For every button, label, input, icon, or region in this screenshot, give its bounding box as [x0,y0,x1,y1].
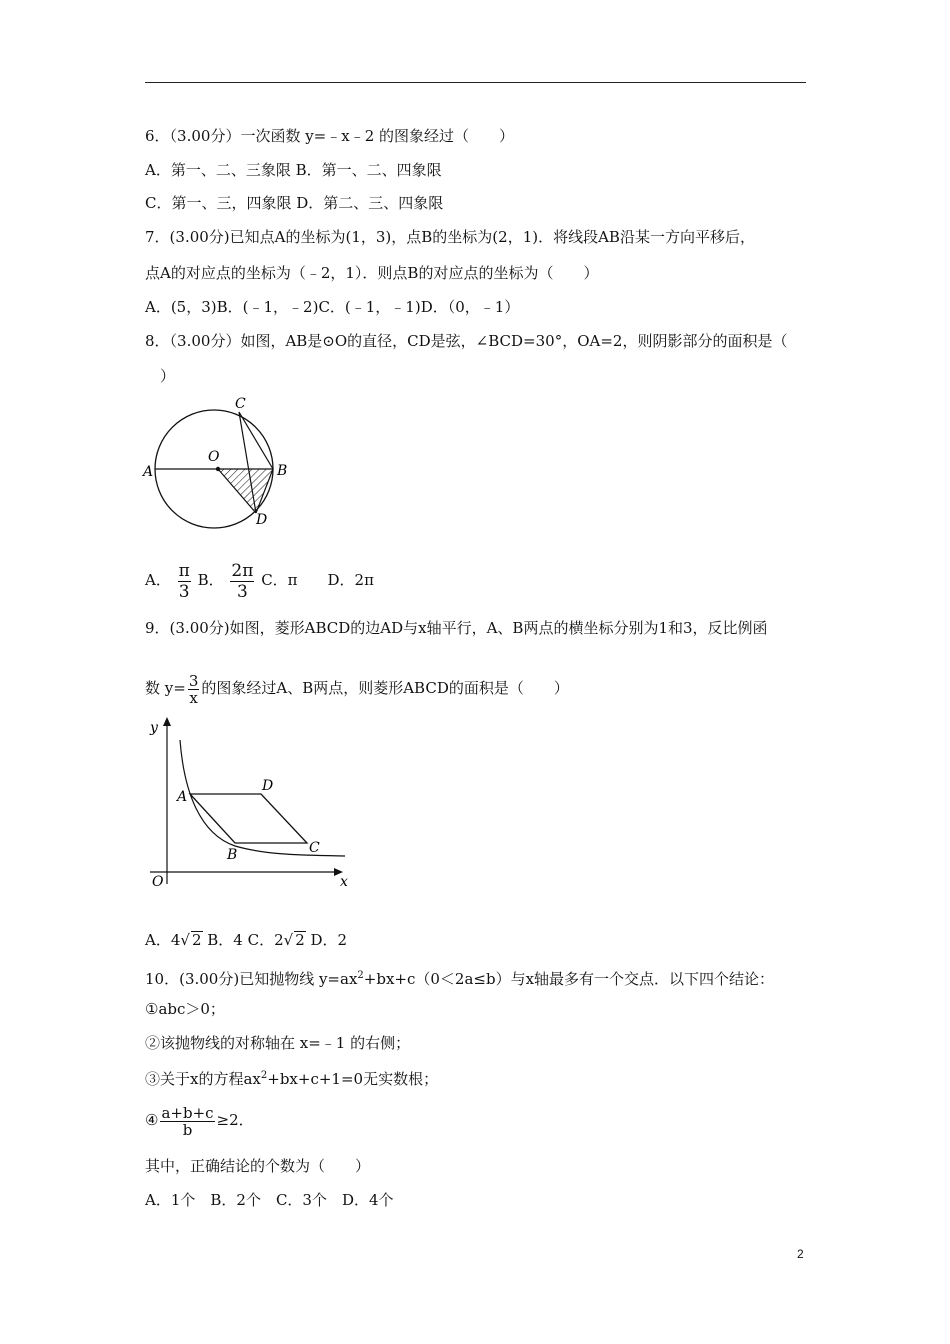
page-number: 2 [797,1247,804,1261]
label-c: C [309,840,320,856]
q10-ask: 其中，正确结论的个数为（ ） [145,1157,371,1175]
q9-num: 3 [188,671,199,690]
q9-opt-a-pre: A．4 [145,931,181,949]
q10-conclusion-2: ②该抛物线的对称轴在 x=﹣1 的右侧； [145,1034,411,1052]
label-d: D [262,778,274,794]
q9-function-fraction [188,673,200,706]
hyperbola-curve [180,740,345,856]
label-b: B [227,847,238,863]
q9-opt-bc-pre: B．4 C．2 [202,931,284,949]
label-y: y [150,720,158,736]
center-point [216,467,220,471]
q8-opt-b-fraction [230,561,254,602]
q10-stem [145,966,774,989]
label-x: x [340,874,348,890]
q10-c4-den: b [182,1120,193,1139]
q10-conclusion-3 [145,1066,438,1089]
q7-stem-line1: 7．(3.00分)已知点A的坐标为(1，3)，点B的坐标为(2，1)．将线段AB沿某一方向平移后， [145,228,755,246]
q10-stem-pre: 10．(3.00分)已知抛物线 y=ax [145,970,358,988]
q8-a-den: 3 [178,581,190,602]
q10-c3-superscript: 2 [260,1070,268,1081]
q10-c4-num: a+b+c [161,1103,214,1122]
q7-options: A．(5，3)B．(﹣1，﹣2)C．(﹣1，﹣1)D．（0，﹣1） [145,298,520,316]
q7-stem-line2: 点A的对应点的坐标为（﹣2，1）．则点B的对应点的坐标为（ ） [145,264,599,282]
y-axis-arrow [163,717,171,726]
q10-conclusion-4 [145,1100,254,1140]
q8-b-num: 2π [231,560,254,581]
q8-circle-figure [138,392,308,532]
label-a: A [143,464,154,480]
q8-options [145,558,374,602]
q8-opt-cd: C．π D．2π [261,571,374,589]
q9-stem-post: 的图象经过A、B两点，则菱形ABCD的面积是（ ） [201,679,569,697]
q10-c4-fraction [160,1105,214,1138]
sqrt-sign: √ [180,931,190,949]
q9-opt-a-radicand: 2 [191,931,202,949]
q10-conclusion-1: ①abc＞0； [145,1000,225,1018]
q10-superscript: 2 [357,970,364,981]
sqrt-sign: √ [283,931,294,949]
q10-c4-post: ≥2． [216,1111,254,1129]
q9-stem-pre: 数 y= [145,679,186,697]
rhombus-abcd [190,794,307,843]
label-a: A [177,789,188,805]
q10-c3-pre: ③关于x的方程ax [145,1070,261,1088]
q8-b-den: 3 [236,581,248,602]
q9-opt-d: D．2 [305,931,348,949]
q8-opt-a-label: A． [145,571,171,589]
q6-stem: 6．（3.00分）一次函数 y=﹣x﹣2 的图象经过（ ） [145,127,515,145]
q9-rhombus-figure [140,712,360,897]
q9-opt-c-radicand: 2 [295,931,305,949]
q10-c4-pre: ④ [145,1111,159,1129]
q9-den: x [189,688,198,707]
label-d: D [256,512,268,528]
q8-stem-line1: 8．（3.00分）如图，AB是⊙O的直径，CD是弦，∠BCD=30°，OA=2，则阴影部分的面积是（ [145,332,788,350]
q8-opt-a-fraction [178,561,191,602]
q6-options-cd: C．第一、三，四象限 D．第二、三、四象限 [145,194,444,212]
q8-a-num: π [178,560,190,581]
q9-options [145,930,347,950]
q6-options-ab: A．第一、二、三象限 B．第一、二、四象限 [145,161,442,179]
q10-c3-post: +bx+c+1=0无实数根； [267,1070,439,1088]
q10-stem-mid: +bx+c（0＜2a≤b）与x轴最多有一个交点．以下四个结论： [363,970,775,988]
header-rule [145,82,806,83]
q10-options: A．1个 B．2个 C．3个 D．4个 [145,1191,394,1209]
q8-opt-b-label: B． [197,571,224,589]
q9-stem-line2 [145,668,569,708]
label-b: B [277,463,288,479]
q9-stem-line1: 9．(3.00分)如图，菱形ABCD的边AD与x轴平行，A、B两点的横坐标分别为1和3，反比例函 [145,619,768,637]
label-o: O [152,874,164,890]
label-o: O [208,449,220,465]
label-c: C [235,396,246,412]
q8-stem-line2: ） [160,367,176,385]
